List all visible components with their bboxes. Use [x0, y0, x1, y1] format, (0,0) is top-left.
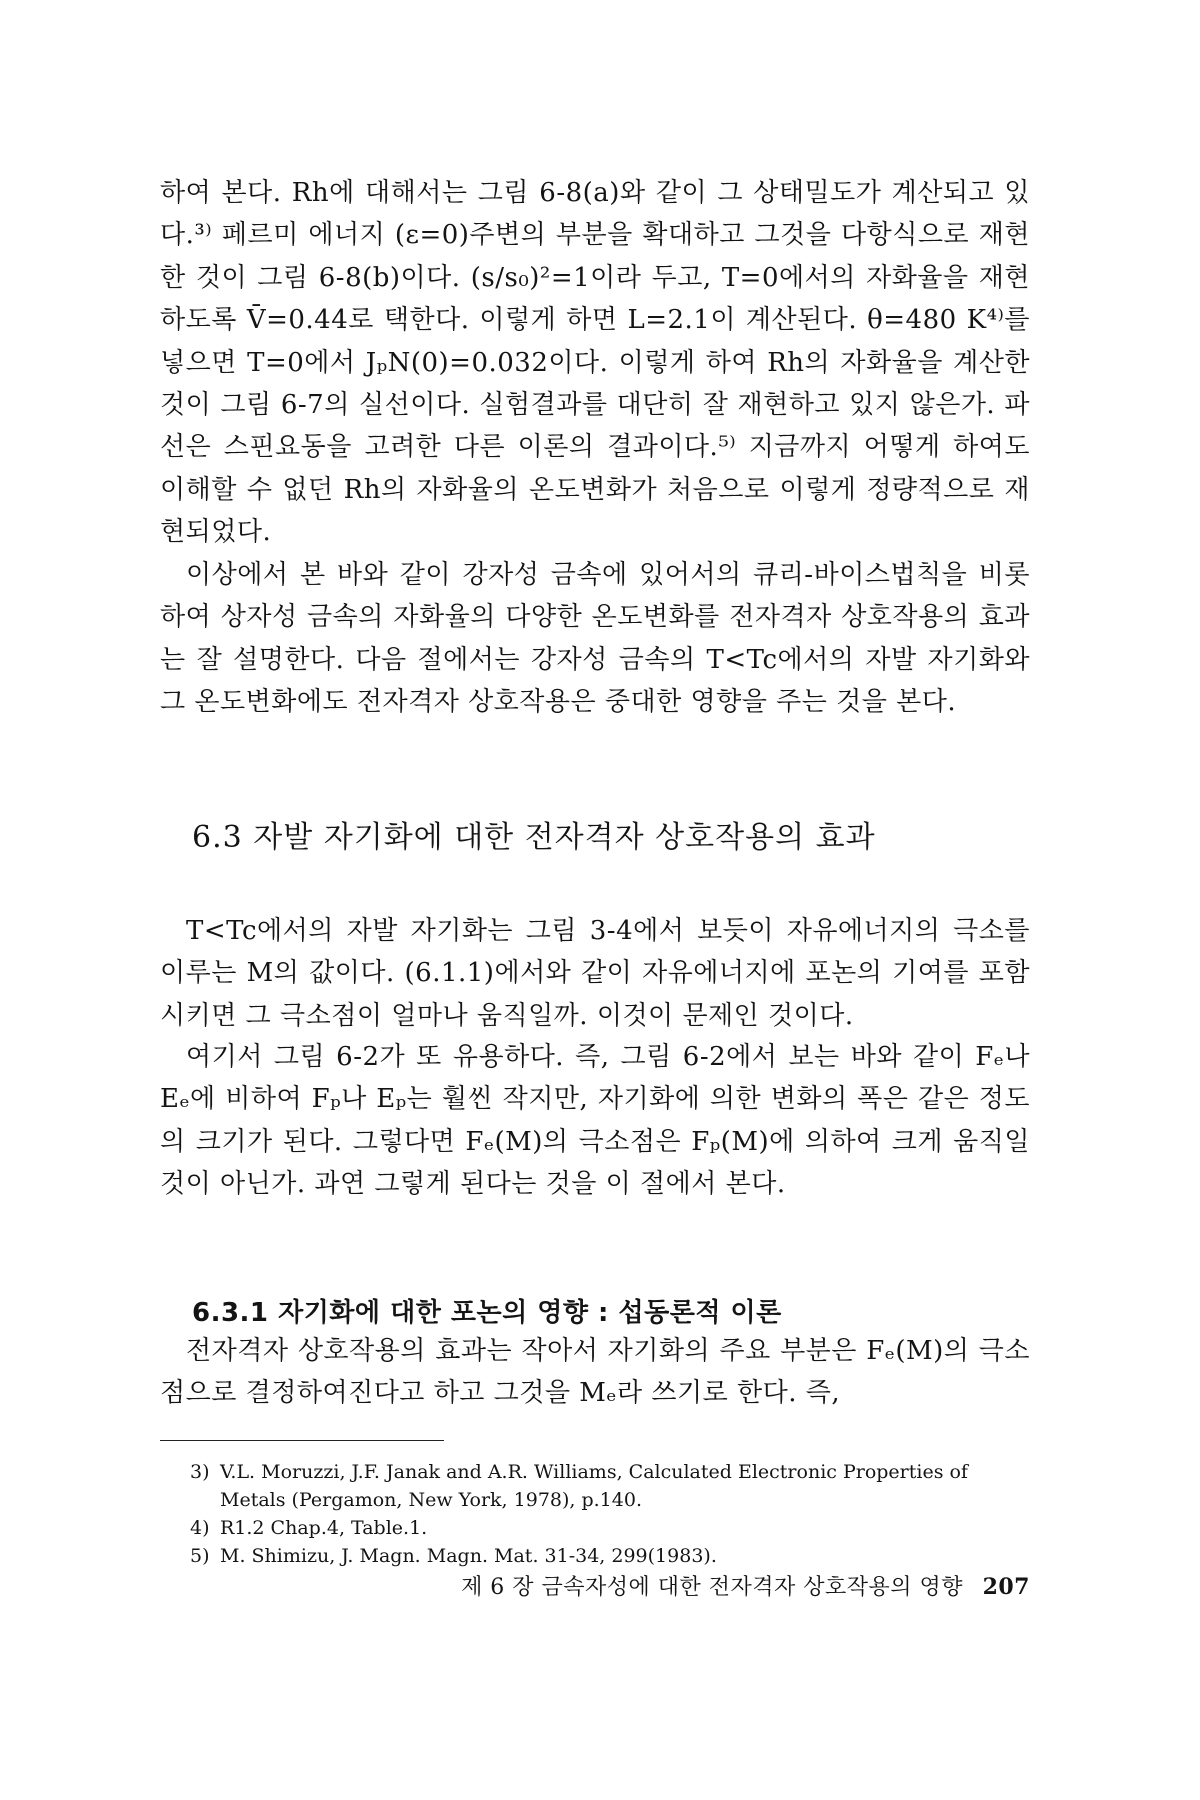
subsection-heading: 6.3.1 자기화에 대한 포논의 영향 : 섭동론적 이론	[192, 1298, 782, 1328]
section-heading: 6.3 자발 자기화에 대한 전자격자 상호작용의 효과	[192, 820, 876, 855]
footnote	[190, 1458, 1030, 1514]
paragraph: 전자격자 상호작용의 효과는 작아서 자기화의 주요 부분은 Fₑ(M)의 극소점으로 결정하여진다고 하고 그것을 Mₑ라 쓰기로 한다. 즉,	[160, 1336, 1030, 1409]
running-title: 제 6 장 금속자성에 대한 전자격자 상호작용의 영향	[461, 1575, 964, 1600]
footnote-number: 5)	[190, 1545, 210, 1567]
paragraph: 여기서 그림 6-2가 또 유용하다. 즉, 그림 6-2에서 보는 바와 같이 Fₑ나 Eₑ에 비하여 Fₚ나 Eₚ는 훨씬 작지만, 자기화에 의한 변화의 폭은 같은 정도의 크기가 된다. 그렇다면 Fₑ(M)의 극소점은 Fₚ(M)에 의하여 크게 움직일 것이 아닌가. 과연 그렇게 된다는 것을 이 절에서 본다.	[160, 1042, 1030, 1200]
footnote-text: V.L. Moruzzi, J.F. Janak and A.R. Williams, Calculated Electronic Properties of Metals (Pergamon, New York, 1978), p.140.	[220, 1461, 968, 1511]
page-footer	[430, 1570, 1030, 1601]
paragraph: T<Tc에서의 자발 자기화는 그림 3-4에서 보듯이 자유에너지의 극소를 이루는 M의 값이다. (6.1.1)에서와 같이 자유에너지에 포논의 기여를 포함시키면 그 극소점이 얼마나 움직일까. 이것이 문제인 것이다.	[160, 916, 1030, 1031]
paragraph: 하여 본다. Rh에 대해서는 그림 6-8(a)와 같이 그 상태밀도가 계산되고 있다.³⁾ 페르미 에너지 (ε=0)주변의 부분을 확대하고 그것을 다항식으로 재현한 것이 그림 6-8(b)이다. (s/s₀)²=1이라 두고, T=0에서의 자화율을 재현하도록 V̄=0.44로 택한다. 이렇게 하면 L=2.1이 계산된다. θ=480 K⁴⁾를 넣으면 T=0에서 JₚN(0)=0.032이다. 이렇게 하여 Rh의 자화율을 계산한 것이 그림 6-7의 실선이다. 실험결과를 대단히 잘 재현하고 있지 않은가. 파선은 스핀요동을 고려한 다른 이론의 결과이다.⁵⁾ 지금까지 어떻게 하여도 이해할 수 없던 Rh의 자화율의 온도변화가 처음으로 이렇게 정량적으로 재현되었다.	[160, 178, 1030, 548]
footnote	[190, 1542, 1030, 1570]
footnotes	[190, 1458, 1030, 1570]
footnote-text: M. Shimizu, J. Magn. Magn. Mat. 31-34, 299(1983).	[220, 1545, 717, 1567]
footnote	[190, 1514, 1030, 1542]
footnote-number: 4)	[190, 1517, 210, 1539]
footnote-number: 3)	[190, 1461, 210, 1483]
footnote-divider	[160, 1440, 444, 1441]
page-number: 207	[982, 1574, 1030, 1600]
footnote-text: R1.2 Chap.4, Table.1.	[220, 1517, 428, 1539]
paragraph: 이상에서 본 바와 같이 강자성 금속에 있어서의 큐리-바이스법칙을 비롯하여 상자성 금속의 자화율의 다양한 온도변화를 전자격자 상호작용의 효과는 잘 설명한다. 다음 절에서는 강자성 금속의 T<Tc에서의 자발 자기화와 그 온도변화에도 전자격자 상호작용은 중대한 영향을 주는 것을 본다.	[160, 560, 1030, 718]
